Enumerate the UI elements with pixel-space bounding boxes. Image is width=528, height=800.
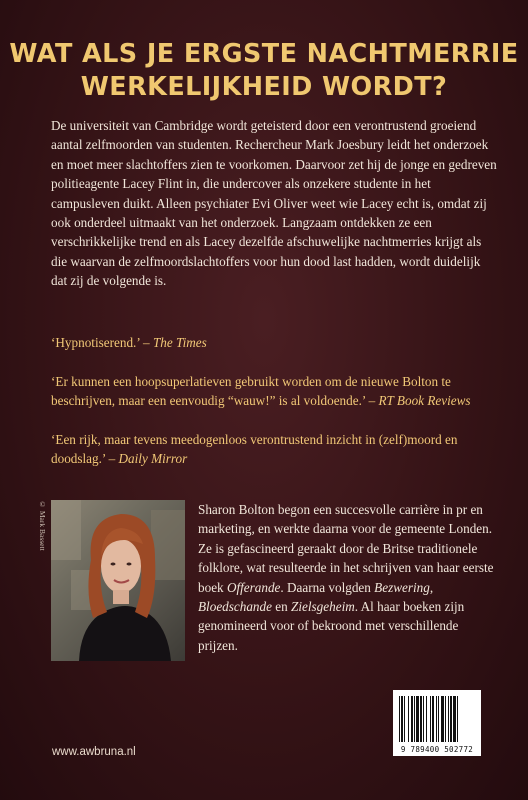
quote-text: ‘Hypnotiserend.’ – (51, 335, 153, 350)
bio-text: . Al haar boeken zijn genomineerd voor of bekroond met verschillende prijzen. (198, 599, 465, 653)
blurb-paragraph: De universiteit van Cambridge wordt geteisterd door een verontrustend groeiend aantal zelfmoorden van studenten. Rechercheur Mark Joesbury leidt het onderzoek en moet meer slachtoffers zien te voorkomen. Daarvoor zet hij de jonge en gedreven politieagente Lacey Flint in, die undercover als onzekere studente in het campusleven duikt. Alleen psychiater Evi Oliver weet wie Lacey echt is, omdat zij ook onderdeel uitmaakt van het onderzoek. Langzaam ontdekken ze een verschrikkelijke trend en als Lacey dezelfde afschuwelijke nachtmerries krijgt als die waarvan de zelfmoordslachtoffers voor hun dood last hadden, wordt duidelijk dat zij de volgende is. (51, 118, 497, 289)
barcode-number: 9 789400 502772 (400, 745, 474, 754)
bio-book-title: Zielsgeheim (291, 599, 355, 615)
bio-text: en (271, 599, 292, 615)
bio-book-title: Offerande (226, 579, 281, 595)
headline-line-1: WAT ALS JE ERGSTE NACHTMERRIE (9, 39, 519, 69)
quote-daily-mirror (51, 430, 497, 469)
headline-line-2: WERKELIJKHEID WORDT? (80, 72, 448, 102)
quote-source: The Times (152, 335, 207, 350)
quote-text: ‘Er kunnen een hoopsuperlatieven gebruikt worden om de nieuwe Bolton te beschrijven, maar een eenvoudig “wauw!” is al voldoende.’ – (51, 374, 451, 409)
quote-source: Daily Mirror (118, 451, 188, 467)
author-bio (198, 500, 498, 655)
bio-book-title: Bezwering (374, 579, 430, 595)
author-photo (51, 500, 185, 661)
quote-text: ‘Een rijk, maar tevens meedogenloos verontrustend inzicht in (zelf)moord en doodslag.’ – (51, 432, 458, 467)
bio-text: Sharon Bolton begon een succesvolle carrière in pr en marketing, en werkte daarna voor de gemeente Londen. Ze is gefascineerd geraakt door de Britse traditionele folklore, wat resulteerde in het schrijven van haar eerste boek (198, 502, 494, 595)
photo-credit-text: © Mark Bassett (38, 500, 47, 551)
bio-book-title: Bloedschande (198, 599, 272, 615)
barcode-icon (399, 696, 475, 742)
headline (0, 38, 528, 104)
bio-text: , (429, 579, 434, 595)
quote-source: RT Book Reviews (378, 393, 471, 409)
barcode (393, 690, 481, 756)
publisher-website: www.awbruna.nl (52, 746, 136, 758)
photo-credit (38, 500, 50, 610)
bio-text: . Daarna volgden (280, 579, 375, 595)
quote-rt-book-reviews (51, 372, 497, 411)
quote-times (51, 333, 497, 352)
author-portrait-icon (51, 500, 185, 661)
